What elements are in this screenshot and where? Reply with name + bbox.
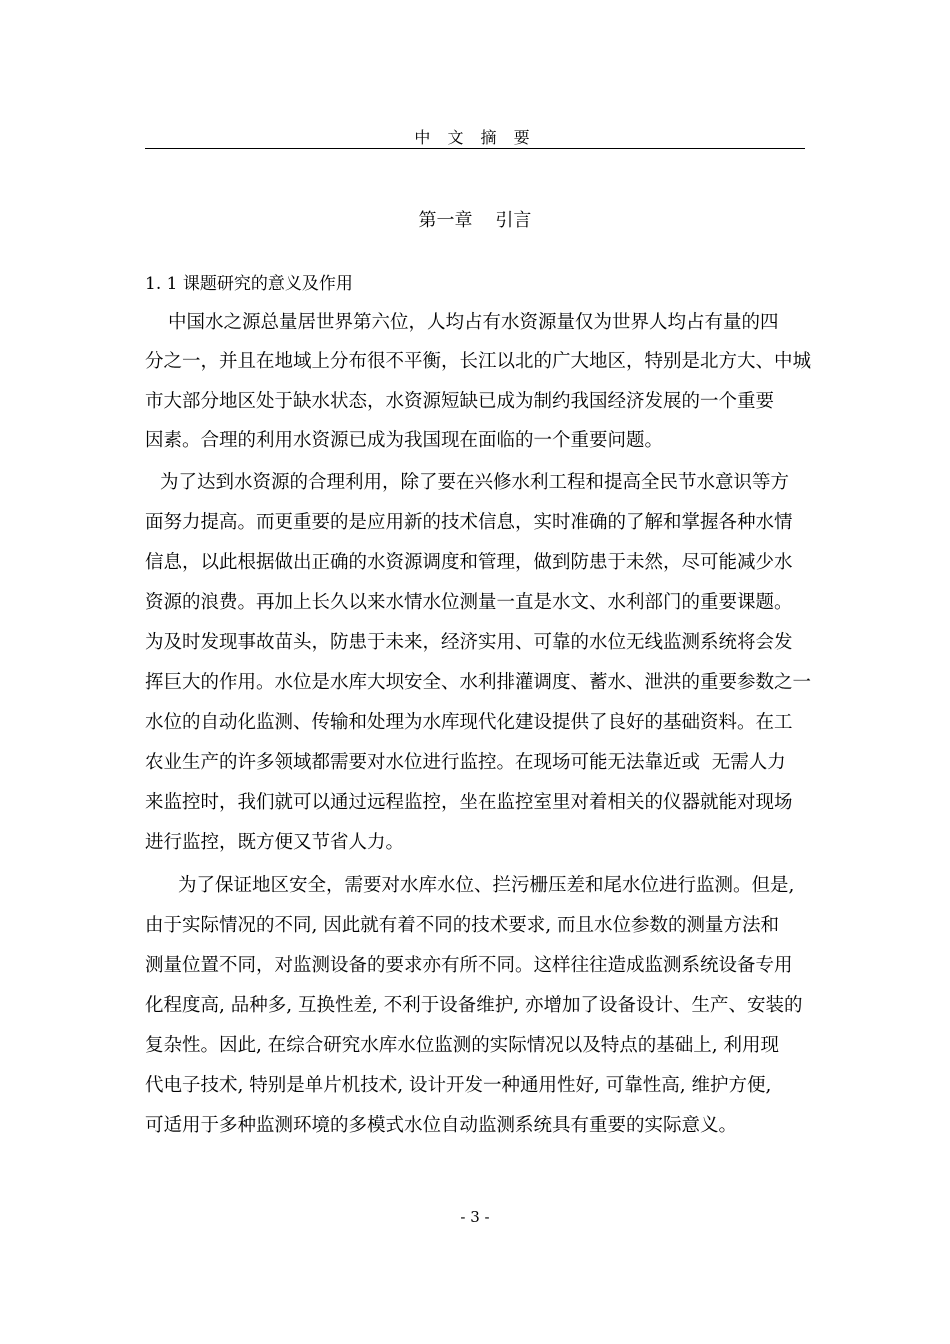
paragraph-1-line-3: 市大部分地区处于缺水状态，水资源短缺已成为制约我国经济发展的一个重要 [145,391,775,412]
paragraph-2-line-10: 进行监控，既方便又节省人力。 [145,832,405,853]
paragraph-3-line-7: 可适用于多种监测环境的多模式水位自动监测系统具有重要的实际意义。 [145,1115,738,1136]
running-header: 中 文 摘 要 [414,128,536,147]
paragraph-3-line-2: 由于实际情况的不同, 因此就有着不同的技术要求, 而且水位参数的测量方法和 [145,915,780,936]
paragraph-3-line-6: 代电子技术, 特别是单片机技术, 设计开发一种通用性好, 可靠性高, 维护方便, [145,1075,772,1096]
paragraph-2-line-9: 来监控时，我们就可以通过远程监控，坐在监控室里对着相关的仪器就能对现场 [145,792,793,813]
paragraph-1-line-2: 分之一，并且在地域上分布很不平衡，长江以北的广大地区，特别是北方大、中城 [145,351,812,372]
paragraph-2-line-4: 资源的浪费。再加上长久以来水情水位测量一直是水文、水利部门的重要课题。 [145,592,793,613]
paragraph-2-line-8: 农业生产的许多领域都需要对水位进行监控。在现场可能无法靠近或 无需人力 [145,752,786,773]
paragraph-3-line-4: 化程度高, 品种多, 互换性差, 不利于设备维护, 亦增加了设备设计、生产、安装的 [145,995,803,1016]
paragraph-2-line-2: 面努力提高。而更重要的是应用新的技术信息，实时准确的了解和掌握各种水情 [145,512,793,533]
paragraph-2-line-7: 水位的自动化监测、传输和处理为水库现代化建设提供了良好的基础资料。在工 [145,712,793,733]
paragraph-3-line-3: 测量位置不同，对监测设备的要求亦有所不同。这样往往造成监测系统设备专用 [145,955,793,976]
paragraph-2-line-6: 挥巨大的作用。水位是水库大坝安全、水利排灌调度、蓄水、泄洪的重要参数之一 [145,672,812,693]
header-rule [145,148,805,149]
chapter-title: 第一章 引言 [418,210,532,231]
paragraph-1-line-1: 中国水之源总量居世界第六位，人均占有水资源量仅为世界人均占有量的四 [168,312,779,333]
paragraph-2-line-3: 信息，以此根据做出正确的水资源调度和管理，做到防患于未然，尽可能减少水 [145,552,793,573]
paragraph-1-line-4: 因素。合理的利用水资源已成为我国现在面临的一个重要问题。 [145,430,664,451]
paragraph-3-line-1: 为了保证地区安全，需要对水库水位、拦污栅压差和尾水位进行监测。但是, [178,875,795,896]
page-number: - 3 - [460,1208,490,1226]
paragraph-2-line-1: 为了达到水资源的合理利用，除了要在兴修水利工程和提高全民节水意识等方 [160,472,790,493]
paragraph-2-line-5: 为及时发现事故苗头，防患于未来，经济实用、可靠的水位无线监测系统将会发 [145,632,793,653]
section-heading: 1. 1 课题研究的意义及作用 [145,274,353,294]
paragraph-3-line-5: 复杂性。因此, 在综合研究水库水位监测的实际情况以及特点的基础上, 利用现 [145,1035,780,1056]
